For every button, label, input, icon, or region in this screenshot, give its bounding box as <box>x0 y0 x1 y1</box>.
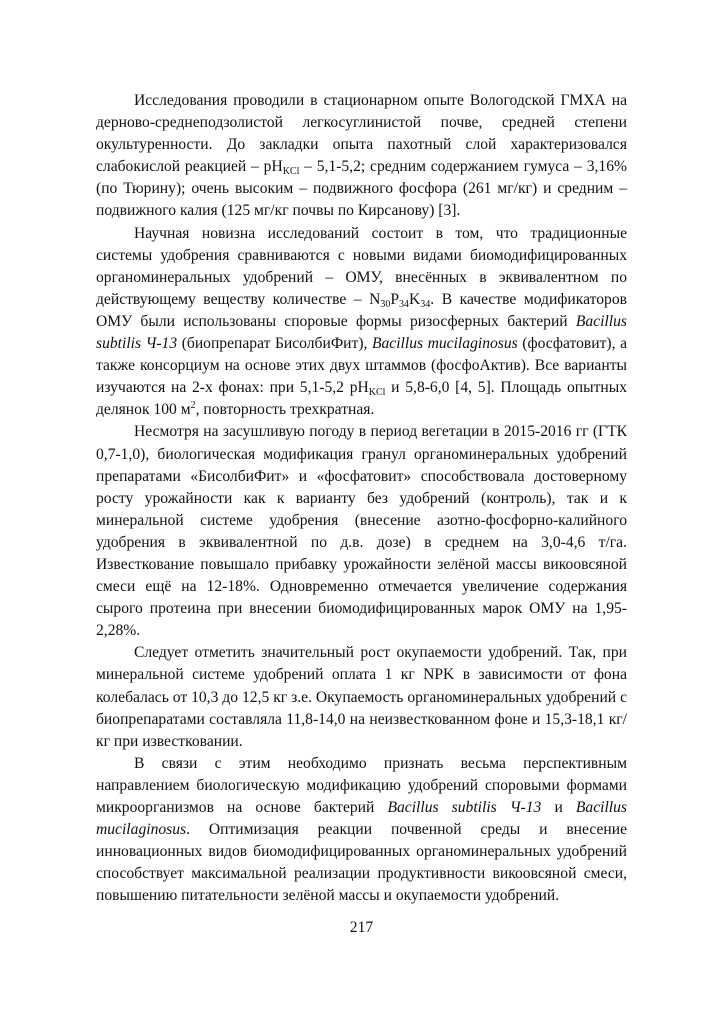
text-run: Научная новизна исследований состоит в том, что традиционные системы удобрения сравниваются с новыми видами биомодифицированных органоминеральных удобрений – ОМУ, внесённых в эквивалентном по действующему веществу количестве – N <box>96 224 627 308</box>
text-run: , повторность трехкратная. <box>195 401 375 419</box>
italic-text: Bacillus subtilis Ч-13 <box>387 799 542 816</box>
subscript: KCl <box>282 166 300 178</box>
text-run: . В качестве модификаторов ОМУ были использованы споровые формы ризосферных бактерий <box>96 290 627 330</box>
text-run: и <box>541 799 576 816</box>
text-run: (биопрепарат БисолбиФит), <box>177 335 372 353</box>
paragraph <box>96 753 627 908</box>
subscript: KCl <box>368 387 386 399</box>
body-text <box>96 90 627 907</box>
subscript: 34 <box>420 298 431 310</box>
text-run: . Оптимизация реакции почвенной среды и внесение инновационных видов биомодифицированных органоминеральных удобрений способствует максимальной реализации продуктивности викоовсяной смеси, повышению питательности зелёной массы и окупаемости удобрений. <box>96 821 627 905</box>
text-run: (фосфатовит), а также консорциум на основе этих двух штаммов (фосфоАктив). Все варианты изучаются на 2-х фонах: при 5,1-5,2 pH <box>96 335 627 397</box>
text-run: Следует отметить значительный рост окупаемости удобрений. Так, при минеральной системе удобрений оплата 1 кг NPK в зависимости от фона колебалась от 10,3 до 12,5 кг з.е. Окупаемость органоминеральных удобрений с биопрепаратами составляла 11,8-14,0 на неизвесткованном фоне и 15,3-18,1 кг/кг при известковании. <box>96 644 627 750</box>
text-run: P <box>390 290 400 308</box>
text-run: K <box>409 290 421 308</box>
italic-text: Bacillus mucilaginosus <box>96 799 627 839</box>
paragraph <box>96 421 627 642</box>
paragraph <box>96 223 627 422</box>
page-number: 217 <box>349 919 374 936</box>
paragraph <box>96 90 627 223</box>
text-run: и 5,8-6,0 [4, 5]. Площадь опытных делянок 100 м <box>96 379 628 419</box>
italic-text: Bacillus subtilis Ч-13 <box>96 312 627 353</box>
text-run: – 5,1-5,2; средним содержанием гумуса – 3,16% (по Тюрину); очень высоким – подвижного фосфора (261 мг/кг) и средним – подвижного калия (125 мг/кг почвы по Кирсанову) [3]. <box>96 158 627 220</box>
text-run: В связи с этим необходимо признать весьма перспективным направлением биологическую модификацию удобрений споровыми формами микроорганизмов на основе бактерий <box>96 754 627 816</box>
paragraph <box>96 642 627 752</box>
subscript: 30 <box>380 298 391 310</box>
subscript: 34 <box>399 298 410 310</box>
text-run: Несмотря на засушливую погоду в период вегетации в 2015-2016 гг (ГТК 0,7-1,0), биологическая модификация гранул органоминеральных удобрений препаратами «БисолбиФит» и «фосфатовит» способствовала достоверному росту урожайности как к варианту без удобрений (контроль), так и к минеральной системе удобрения (внесение азотно-фосфорно-калийного удобрения в эквивалентной по д.в. дозе) в среднем на 3,0-4,6 т/га. Известкование повышало прибавку урожайности зелёной массы викоовсяной смеси ещё на 12-18%. Одновременно отмечается увеличение содержания сырого протеина при внесении биомодифицированных марок ОМУ на 1,95-2,28%. <box>96 423 627 640</box>
italic-text: Bacillus mucilaginosus <box>371 335 518 353</box>
superscript: 2 <box>190 400 196 412</box>
text-run: Исследования проводили в стационарном опыте Вологодской ГМХА на дерново-среднеподзолистой легкосуглинистой почве, средней степени окультуренности. До закладки опыта пахотный слой характеризовался слабокислой реакцией – pH <box>96 92 627 176</box>
